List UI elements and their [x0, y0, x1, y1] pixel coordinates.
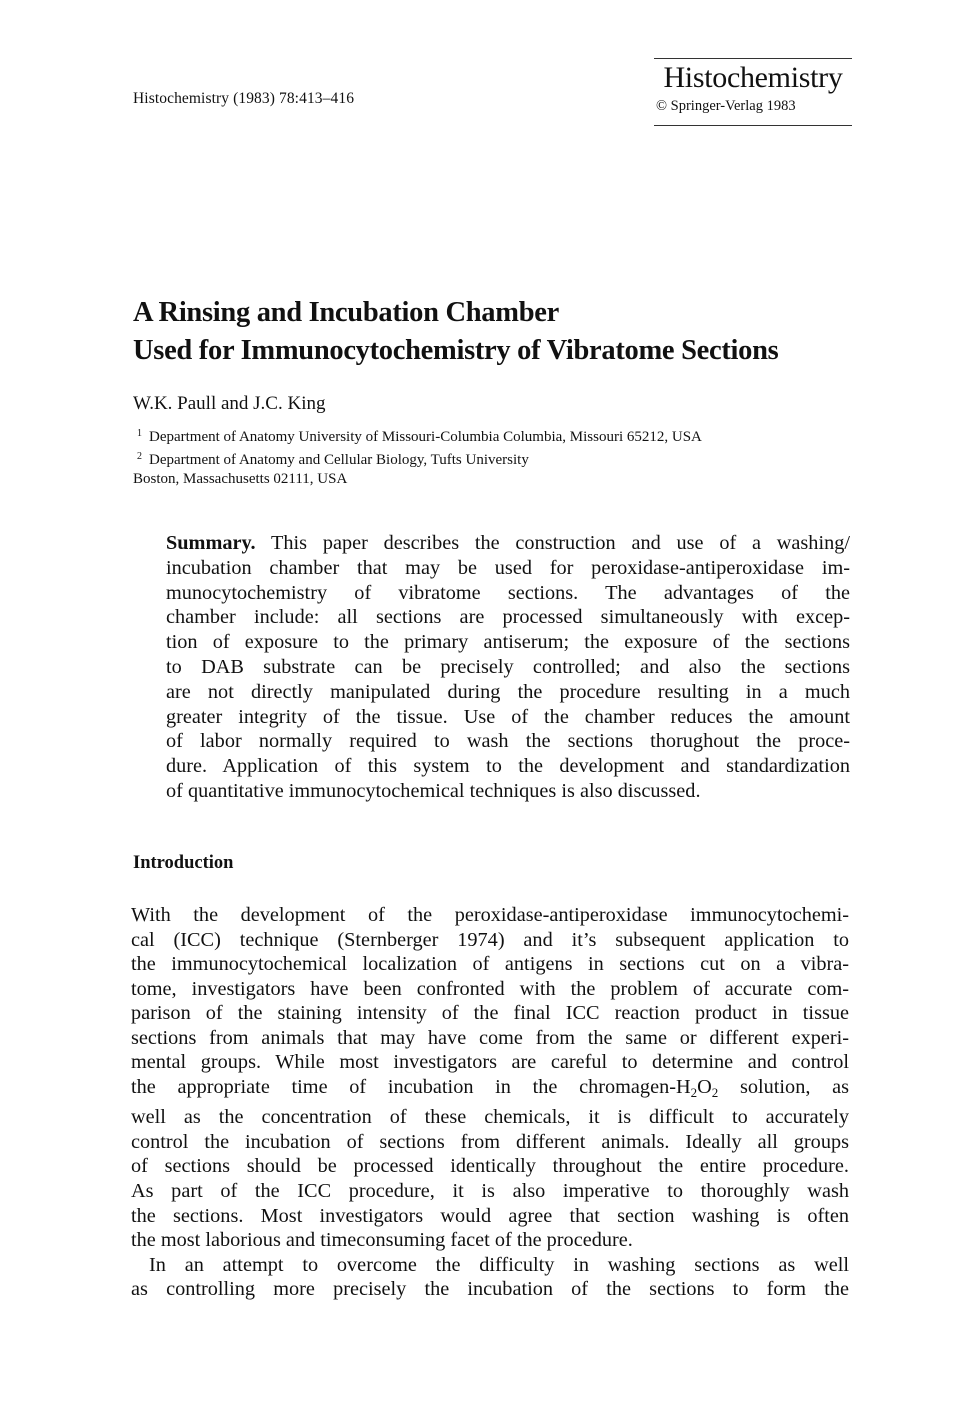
body-line: the immunocytochemical localization of antigens in sections cut on a vibra- [131, 953, 849, 976]
article-title [133, 294, 873, 370]
body-line: well as the concentration of these chemicals, it is difficult to accurately [131, 1106, 849, 1129]
summary-line: are not directly manipulated during the procedure resulting in a much [166, 680, 850, 703]
affiliation-1 [133, 424, 702, 447]
summary-line: chamber include: all sections are processed simultaneously with excep- [166, 606, 850, 629]
masthead-bottom-rule [654, 125, 852, 126]
body-line: cal (ICC) technique (Sternberger 1974) and it’s subsequent application to [131, 928, 849, 951]
body-line-paragraph-start: In an attempt to overcome the difficulty in washing sections as well [149, 1253, 849, 1276]
body-line: mental groups. While most investigators are careful to determine and control [131, 1051, 849, 1074]
body-line: as controlling more precisely the incubation of the sections to form the [131, 1278, 849, 1301]
summary-line: to DAB substrate can be precisely controlled; and also the sections [166, 655, 850, 678]
summary-line: munocytochemistry of vibratome sections. The advantages of the [166, 581, 850, 604]
journal-citation: Histochemistry (1983) 78:413–416 [133, 90, 355, 107]
masthead-top-rule [654, 58, 852, 59]
authors: W.K. Paull and J.C. King [133, 393, 326, 414]
body-line: of sections should be processed identically throughout the entire procedure. [131, 1155, 849, 1178]
affiliation-text: Department of Anatomy and Cellular Biology, Tufts University [149, 452, 529, 468]
summary-label: Summary. [166, 532, 256, 554]
affiliation-continuation: Boston, Massachusetts 02111, USA [133, 471, 348, 487]
summary-abstract [166, 531, 850, 804]
summary-line: incubation chamber that may be used for peroxidase-antiperoxidase im- [166, 556, 850, 579]
summary-line: greater integrity of the tissue. Use of the chamber reduces the amount [166, 705, 850, 728]
title-line-1: A Rinsing and Incubation Chamber [133, 297, 559, 328]
affiliation-mark: 2 [137, 451, 142, 462]
introduction-body [131, 903, 849, 1302]
summary-line: tion of exposure to the primary antiserum; the exposure of the sections [166, 631, 850, 654]
body-line: As part of the ICC procedure, it is also imperative to thoroughly wash [131, 1180, 849, 1203]
body-line: the sections. Most investigators would agree that section washing is often [131, 1204, 849, 1227]
journal-name: Histochemistry [663, 61, 843, 94]
summary-line: Summary. This paper describes the construction and use of a washing/ [166, 532, 850, 554]
body-line: With the development of the peroxidase-antiperoxidase immunocytochemi- [131, 904, 849, 926]
body-line: sections from animals that may have come from the same or different experi- [131, 1026, 849, 1049]
summary-line: dure. Application of this system to the development and standardization [166, 755, 850, 778]
section-heading-introduction: Introduction [133, 853, 234, 873]
body-line-chemical-formula: the appropriate time of incubation in the chromagen-$H_2O_2$ solution, as [131, 1075, 850, 1100]
affiliations [133, 424, 702, 489]
affiliation-mark: 1 [137, 428, 142, 439]
affiliation-2 [133, 447, 702, 470]
body-line: parison of the staining intensity of the final ICC reaction product in tissue [131, 1002, 849, 1025]
affiliation-text: Department of Anatomy University of Missouri-Columbia Columbia, Missouri 65212, USA [149, 429, 702, 445]
summary-line: of labor normally required to wash the sections thorughout the proce- [166, 730, 850, 753]
title-line-2: Used for Immunocytochemistry of Vibratome Sections [133, 335, 779, 366]
journal-masthead [654, 58, 852, 126]
publisher-copyright: © Springer-Verlag 1983 [656, 98, 796, 114]
body-line: the most laborious and timeconsuming facet of the procedure. [131, 1229, 633, 1252]
body-line: tome, investigators have been confronted with the problem of accurate com- [131, 977, 849, 1000]
body-line: control the incubation of sections from different animals. Ideally all groups [131, 1130, 849, 1153]
summary-line: of quantitative immunocytochemical techniques is also discussed. [166, 779, 701, 802]
